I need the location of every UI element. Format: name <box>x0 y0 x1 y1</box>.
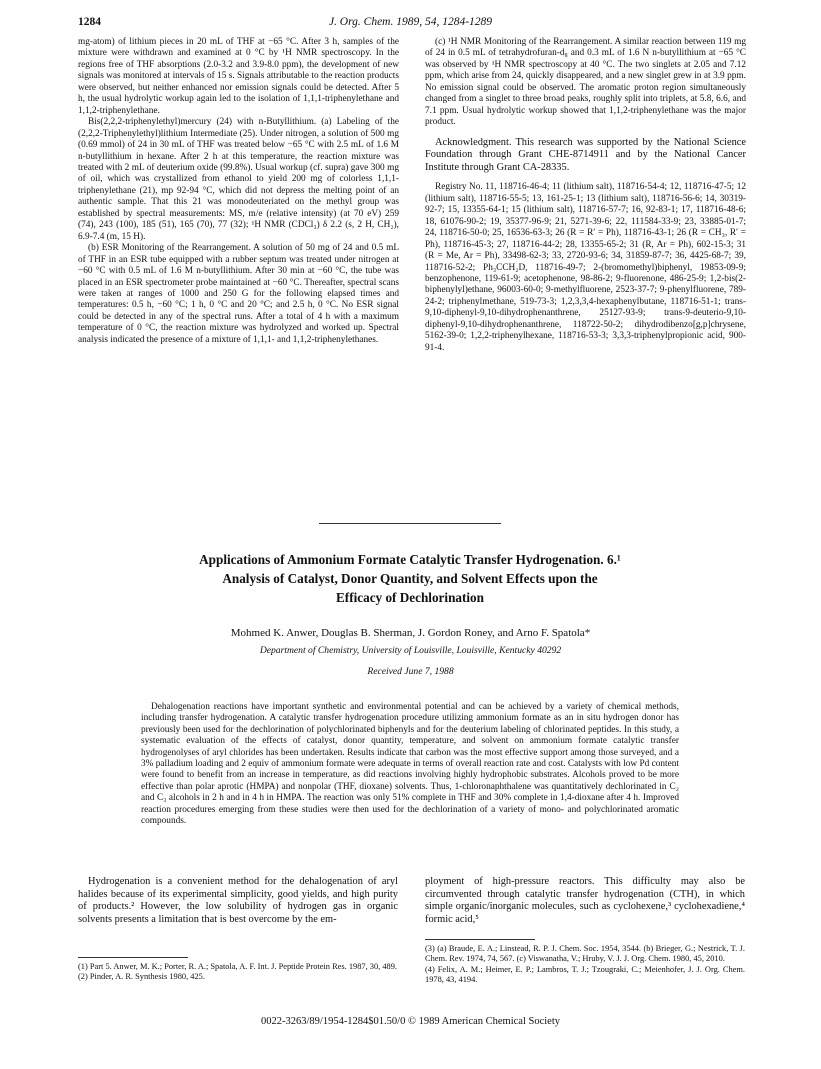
body-right-column <box>425 876 745 927</box>
article-title <box>100 550 720 607</box>
title-line-1: Applications of Ammonium Formate Catalytic Transfer Hydrogenation. 6.¹ <box>199 552 621 567</box>
footnotes-right <box>425 944 745 985</box>
footnote-rule-right <box>425 939 535 940</box>
right-column <box>425 37 746 354</box>
experimental-paragraph-1: mg-atom) of lithium pieces in 20 mL of THF at −65 °C. After 3 h, samples of the mixture were withdrawn and examined at 0 °C by ¹H NMR spectroscopy. In the regions free of THF absorptions (2.0-3.2 and 3.9-8.0 ppm), the development of new signals was monitored at intervals of 15 s. Signals attributable to the reaction products were observed, but neither enhanced nor emission signals could be detected. After 5 h, the usual hydrolytic workup again led to the isolation of 1,1,1-triphenylethane and 1,1,2-triphenylethane. <box>78 37 399 116</box>
footnote-1: (1) Part 5. Anwer, M. K.; Porter, R. A.; Spatola, A. F. Int. J. Peptide Protein Res. 1987, 30, 489. <box>78 962 397 971</box>
abstract <box>141 702 679 827</box>
received-date: Received June 7, 1988 <box>367 666 454 677</box>
footnotes-left <box>78 962 398 983</box>
left-column <box>78 37 399 346</box>
footnote-4: (4) Felix, A. M.; Heimer, E. P.; Lambros, T. J.; Tzougraki, C.; Meienhofer, J. J. Org. Chem. 1978, 43, 4194. <box>425 964 745 984</box>
body-left-column <box>78 876 398 927</box>
body-paragraph-left: Hydrogenation is a convenient method for the dehalogenation of aryl halides because of its experimental simplicity, good yields, and high purity of products.² However, the low solubility of hydrogen gas in organic solvents presents a limitation that is best overcome by the em- <box>78 876 398 926</box>
experimental-paragraph-3: (b) ESR Monitoring of the Rearrangement. A solution of 50 mg of 24 and 0.5 mL of THF in an ESR tube equipped with a rubber septum was treated under nitrogen at −60 °C with 0.5 mL of 1.6 M n-butyllithium. After 30 min at −60 °C, the tube was placed in an ESR spectrometer probe maintained at −60 °C. Thereafter, spectral scans were taken at ranges of 1000 and 250 G for the following elapsed times and temperatures: 0.5 h, −60 °C; 1 h, 0 °C and 20 °C; and 2.5 h, 0 °C. No ESR signal could be detected in any of the spectral runs. After a total of 4 h with a maximum temperature of 0 °C, the reaction mixture was hydrolyzed and worked up. Spectral analysis indicated the presence of a mixture of 1,1,1- and 1,1,2-triphenylethanes. <box>78 243 399 345</box>
copyright-footer: 0022-3263/89/1954-1284$01.50/0 © 1989 American Chemical Society <box>260 1016 561 1027</box>
journal-header: J. Org. Chem. 1989, 54, 1284-1289 <box>328 16 493 28</box>
page-number: 1284 <box>78 16 101 28</box>
abstract-text: Dehalogenation reactions have important synthetic and environmental potential and can be achieved by a variety of chemical methods, including transfer hydrogenation. A catalytic transfer hydrogenation procedure utilizing ammonium formate as an in situ hydrogen donor has previously been used for the dechlorination of polychlorinated biphenyls and for the deuterium labeling of chlorinated peptides. In this study, a systematic evaluation of the effects of catalyst, donor quantity, temperature, and solvent on ammonium formate catalytic transfer hydrogenolyses of aryl chlorides has been undertaken. Results indicate that carbon was the most effective support among those surveyed, and a 3% palladium loading and 2 equiv of ammonium formate were adequate in terms of overall reaction rate and cost. Catalysts with low Pd content were found to benefit from an increase in temperature, as did reactions involving highly hydrophobic substrates. Alcohols proved to be more effective than polar aprotic (HMPA) and nonpolar (THF, dioxane) solvents. Thus, 1-chloronaphthalene was quantitatively dechlorinated in C₂ and C₃ alcohols in 2 h and in 4 h in HMPA. The reaction was only 51% complete in THF and 30% complete in 1,4-dioxane after 4 h. Improved reaction procedures emerging from these studies were then used for the dechlorination of a variety of mono- and polychlorinated aromatic compounds. <box>141 702 679 827</box>
title-line-3: Efficacy of Dechlorination <box>336 590 484 605</box>
department: Department of Chemistry, University of Louisville, Louisville, Kentucky 40292 <box>259 645 562 656</box>
acknowledgment: Acknowledgment. This research was supported by the National Science Foundation through Grant CHE-8714911 and by the National Cancer Institute through Grant CA-28335. <box>425 136 746 173</box>
footnote-rule-left <box>78 957 188 958</box>
experimental-paragraph-2: Bis(2,2,2-triphenylethyl)mercury (24) with n-Butyllithium. (a) Labeling of the (2,2,2-Triphenylethyl)lithium Intermediate (25). Under nitrogen, a solution of 500 mg (0.69 mmol) of 24 in 30 mL of THF was treated below −65 °C with 2.5 mL of 1.6 M n-butyllithium in hexane. After 2 h at this temperature, the reaction mixture was treated with 2 mL of deuterium oxide (99.8%). Usual workup (cf. supra) gave 300 mg of oil, which was crystallized from ethanol to yield 200 mg of colorless 1,1,1-triphenylethane (21), mp 92-94 °C, which did not depress the melting point of an authentic sample. That this 21 was monodeuteriated on the methyl group was established by spectral measurements: MS, m/e (relative intensity) (at 70 eV) 259 (74), 243 (100), 185 (51), 165 (70), 77 (32); ¹H NMR (CDCl₃) δ 2.2 (s, 2 H, CH₂), 6.9-7.4 (m, 15 H). <box>78 117 399 242</box>
footnote-3: (3) (a) Braude, E. A.; Linstead, R. P. J. Chem. Soc. 1954, 3544. (b) Brieger, G.; Nestrick, T. J. Chem. Rev. 1974, 74, 567. (c) Viswanatha, V.; Hruby, V. J. J. Org. Chem. 1980, 45, 2010. <box>425 944 745 964</box>
body-paragraph-right: ployment of high-pressure reactors. This difficulty may also be circumvented through catalytic transfer hydrogenation (CTH), in which simple organic/inorganic molecules, such as cyclohexene,³ cyclohexadiene,⁴ formic acid,⁵ <box>425 876 745 926</box>
title-line-2: Analysis of Catalyst, Donor Quantity, and Solvent Effects upon the <box>222 571 598 586</box>
registry-numbers: Registry No. 11, 118716-46-4; 11 (lithium salt), 118716-54-4; 12, 118716-47-5; 12 (lithium salt), 118716-55-5; 13, 161-25-1; 13 (lithium salt), 118716-56-6; 14, 30319-92-7; 15, 13355-64-1; 15 (lithium salt), 118716-57-7; 16, 92-83-1; 17, 118716-48-6; 18, 61076-90-2; 19, 35377-96-9; 21, 5271-39-6; 22, 111584-33-9; 23, 33885-01-7; 24, 118716-50-0; 25, 16536-63-3; 26 (R = R′ = Ph), 118716-43-1; 26 (R = CH₃, R′ = Ph), 118716-45-3; 27, 118716-44-2; 28, 13355-65-2; 31 (R, Ar = Ph), 602-15-3; 31 (R = Me, Ar = Ph), 33498-62-3; 33, 2720-93-6; 34, 31859-87-7; 36, 4425-68-7; 39, 118716-52-2; Ph₃CCH₂D, 118716-49-7; 2-(bromomethyl)biphenyl, 19853-09-9; benzophenone, 119-61-9; acetophenone, 98-86-2; 9-fluorenone, 486-25-9; 1,2-bis(2-biphenylyl)ethane, 96003-60-0; 9-methylfluorene, 2523-37-7; 9-phenylfluorene, 789-24-2; triphenylmethane, 519-73-3; 1,2,3,3,4-hexaphenylbutane, 118716-51-1; trans-9,10-diphenyl-9,10-dihydrophenanthrene, 25127-93-9; trans-9-deuterio-9,10-diphenyl-9,10-dihydrophenanthrene, 118722-50-2; dihydrodibenzo[g,p]chrysene, 5162-39-0; 1,2,2-triphenylhexane, 118716-53-3; 3,3,3-triphenylpropionic acid, 900-91-4. <box>425 182 746 353</box>
authors: Mohmed K. Anwer, Douglas B. Sherman, J. Gordon Roney, and Arno F. Spatola* <box>230 627 591 639</box>
nmr-monitoring-paragraph: (c) ¹H NMR Monitoring of the Rearrangement. A similar reaction between 119 mg of 24 in 0.5 mL of tetrahydrofuran-d₈ and 0.3 mL of 1.6 N n-butyllithium at −65 °C was observed by ¹H NMR spectroscopy at 40 °C. The two singlets at 2.05 and 7.12 ppm, which arise from 24, quickly disappeared, and a new singlet grew in at 3.9 ppm. No emission signal could be observed. The aromatic proton region simultaneously changed from a singlet to three broad peaks, roughly split into triplets, at 5.8, 6.6, and 7.1 ppm. Usual hydrolytic workup showed that 1,1,2-triphenylethane was the major product. <box>425 37 746 128</box>
footnote-2: (2) Pinder, A. R. Synthesis 1980, 425. <box>78 972 205 982</box>
section-divider <box>319 523 501 524</box>
